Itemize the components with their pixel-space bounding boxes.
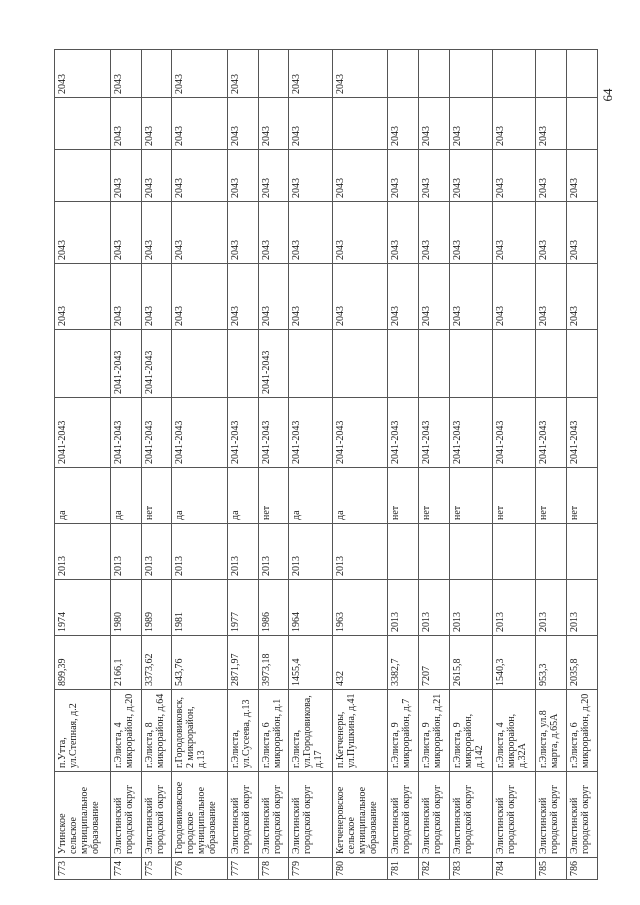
table-cell: 782 — [419, 858, 450, 880]
table-cell: 2013 — [110, 524, 141, 580]
table-cell: г.Элиста, 9 микрорайон, д.142 — [449, 690, 492, 772]
table-cell: 1986 — [258, 580, 289, 636]
table-row — [449, 50, 492, 880]
table-cell: 2013 — [493, 580, 536, 636]
table-cell: 2043 — [332, 264, 388, 330]
table-cell: да — [228, 468, 259, 524]
table-cell: 2043 — [258, 98, 289, 150]
table-cell: 2013 — [419, 580, 450, 636]
table-row — [419, 50, 450, 880]
table-cell: Элистинский городской округ — [567, 772, 598, 858]
table-cell: 2043 — [388, 150, 419, 202]
table-cell: 2041-2043 — [388, 398, 419, 468]
table-cell: 1981 — [172, 580, 228, 636]
table-cell — [493, 50, 536, 98]
table-cell: г.Элиста, 4 микрорайон, д.32А — [493, 690, 536, 772]
table-cell: 2043 — [493, 150, 536, 202]
table-cell: 2043 — [228, 50, 259, 98]
table-cell: Элистинский городской округ — [419, 772, 450, 858]
table-cell: 2043 — [567, 202, 598, 264]
table-cell — [449, 330, 492, 398]
table-cell: 2043 — [449, 98, 492, 150]
table-cell: Элистинский городской округ — [228, 772, 259, 858]
table-cell: г.Элиста, 6 микрорайон, д.1 — [258, 690, 289, 772]
table-cell — [55, 150, 111, 202]
table-cell: 2013 — [228, 524, 259, 580]
table-cell: 2043 — [172, 98, 228, 150]
table-cell: 2041-2043 — [289, 398, 332, 468]
table-cell: 2043 — [55, 264, 111, 330]
table-cell: 2043 — [55, 50, 111, 98]
table-cell: 2043 — [55, 202, 111, 264]
table-cell: 2043 — [332, 202, 388, 264]
table-cell: нет — [141, 468, 172, 524]
table-cell: 2043 — [172, 264, 228, 330]
table-row — [536, 50, 567, 880]
table-cell: 2043 — [289, 50, 332, 98]
table-cell: да — [172, 468, 228, 524]
table-cell — [55, 330, 111, 398]
table-cell: 1977 — [228, 580, 259, 636]
table-cell: Городовиковское городское муниципальное образование — [172, 772, 228, 858]
table-cell: 2043 — [141, 98, 172, 150]
table-cell: г.Элиста, 9 микрорайон, д.7 — [388, 690, 419, 772]
table-cell — [55, 98, 111, 150]
rotated-table-container — [54, 50, 598, 880]
table-cell: 2043 — [289, 150, 332, 202]
table-cell: 2043 — [289, 264, 332, 330]
table-cell: 2043 — [493, 98, 536, 150]
table-row — [110, 50, 141, 880]
table-cell: 1455,4 — [289, 636, 332, 690]
table-cell — [419, 50, 450, 98]
table-cell: 784 — [493, 858, 536, 880]
table-cell: да — [332, 468, 388, 524]
table-row — [567, 50, 598, 880]
table-cell: да — [110, 468, 141, 524]
table-cell: 2043 — [172, 202, 228, 264]
table-cell: п.Кетченеры, ул.Пушкина, д.41 — [332, 690, 388, 772]
table-row — [289, 50, 332, 880]
table-cell: 2013 — [449, 580, 492, 636]
table-cell: 2041-2043 — [536, 398, 567, 468]
table-row — [258, 50, 289, 880]
table-cell — [536, 524, 567, 580]
table-cell: 2041-2043 — [141, 330, 172, 398]
table-cell: 2043 — [536, 264, 567, 330]
table-cell: 2043 — [228, 264, 259, 330]
housing-table — [54, 49, 598, 880]
table-cell: 2013 — [536, 580, 567, 636]
table-cell: 2043 — [449, 150, 492, 202]
table-cell — [567, 98, 598, 150]
table-cell: 2043 — [493, 202, 536, 264]
table-cell: 2013 — [141, 524, 172, 580]
table-cell: 1989 — [141, 580, 172, 636]
table-cell: 2041-2043 — [110, 330, 141, 398]
table-cell: 2043 — [388, 98, 419, 150]
table-cell: 2043 — [536, 202, 567, 264]
table-cell: 777 — [228, 858, 259, 880]
table-cell: 2043 — [419, 98, 450, 150]
table-cell: 1963 — [332, 580, 388, 636]
table-cell: 2041-2043 — [110, 398, 141, 468]
table-cell: 1974 — [55, 580, 111, 636]
table-cell: г.Элиста, 9 микрорайон, д.21 — [419, 690, 450, 772]
table-cell: 432 — [332, 636, 388, 690]
table-cell: 2043 — [289, 98, 332, 150]
table-cell: 2041-2043 — [419, 398, 450, 468]
table-cell: 2043 — [141, 264, 172, 330]
table-cell: Элистинский городской округ — [536, 772, 567, 858]
table-cell: 2035,8 — [567, 636, 598, 690]
table-cell: 2043 — [141, 150, 172, 202]
table-cell: г.Элиста, ул.8 марта, д.65А — [536, 690, 567, 772]
table-cell: 778 — [258, 858, 289, 880]
table-cell: Элистинский городской округ — [388, 772, 419, 858]
table-cell: 953,3 — [536, 636, 567, 690]
table-cell: да — [55, 468, 111, 524]
table-cell: 2043 — [419, 202, 450, 264]
table-cell — [536, 330, 567, 398]
table-cell: Элистинский городской округ — [493, 772, 536, 858]
table-cell: 2043 — [110, 98, 141, 150]
table-cell: г.Элиста, ул.Городовикова, д.17 — [289, 690, 332, 772]
table-row — [332, 50, 388, 880]
table-cell: да — [289, 468, 332, 524]
table-cell: Элистинский городской округ — [289, 772, 332, 858]
table-cell: 2013 — [258, 524, 289, 580]
table-cell: 2041-2043 — [258, 330, 289, 398]
table-cell: 781 — [388, 858, 419, 880]
table-cell — [228, 330, 259, 398]
table-cell: 3973,18 — [258, 636, 289, 690]
table-cell: 779 — [289, 858, 332, 880]
table-cell — [332, 330, 388, 398]
table-cell — [567, 330, 598, 398]
table-cell: 2013 — [567, 580, 598, 636]
table-cell: 1964 — [289, 580, 332, 636]
table-cell: 2013 — [55, 524, 111, 580]
table-cell: 2013 — [172, 524, 228, 580]
table-cell: г.Городовиковск, 2 микрорайон, д.13 — [172, 690, 228, 772]
table-cell: 2043 — [493, 264, 536, 330]
table-cell: г.Элиста, 4 микрорайон, д.20 — [110, 690, 141, 772]
table-cell — [258, 50, 289, 98]
table-cell: п.Утта, ул.Степная, д.2 — [55, 690, 111, 772]
table-cell: 2043 — [449, 202, 492, 264]
table-row — [228, 50, 259, 880]
table-row — [141, 50, 172, 880]
table-cell: 2041-2043 — [567, 398, 598, 468]
table-cell: 1540,3 — [493, 636, 536, 690]
table-cell: 2043 — [172, 150, 228, 202]
table-cell: 2041-2043 — [493, 398, 536, 468]
table-cell: 2041-2043 — [228, 398, 259, 468]
table-cell: 2043 — [110, 202, 141, 264]
table-cell: 2041-2043 — [55, 398, 111, 468]
table-cell: 773 — [55, 858, 111, 880]
table-cell: 2043 — [228, 150, 259, 202]
table-cell: 543,76 — [172, 636, 228, 690]
table-cell: нет — [493, 468, 536, 524]
table-cell: 2043 — [110, 264, 141, 330]
table-cell — [449, 524, 492, 580]
table-cell: 2043 — [332, 50, 388, 98]
table-cell: 3382,7 — [388, 636, 419, 690]
table-row — [388, 50, 419, 880]
table-cell: 2043 — [289, 202, 332, 264]
table-cell: 2043 — [258, 264, 289, 330]
table-cell: 2043 — [172, 50, 228, 98]
table-cell — [289, 330, 332, 398]
table-cell: 2043 — [536, 150, 567, 202]
table-cell: 775 — [141, 858, 172, 880]
table-cell — [388, 330, 419, 398]
table-cell: 2043 — [110, 150, 141, 202]
table-cell: Кетченеровское сельское муниципальное образование — [332, 772, 388, 858]
table-cell: 2041-2043 — [258, 398, 289, 468]
table-row — [55, 50, 111, 880]
table-cell: 2043 — [228, 98, 259, 150]
table-cell: 776 — [172, 858, 228, 880]
table-cell: нет — [419, 468, 450, 524]
table-cell: нет — [567, 468, 598, 524]
table-cell: 3373,62 — [141, 636, 172, 690]
table-cell: 1980 — [110, 580, 141, 636]
table-cell: 2043 — [141, 202, 172, 264]
table-cell: 2041-2043 — [172, 398, 228, 468]
table-cell — [332, 98, 388, 150]
table-cell: 2043 — [332, 150, 388, 202]
table-cell: нет — [449, 468, 492, 524]
table-cell: 2013 — [332, 524, 388, 580]
table-cell: 2043 — [110, 50, 141, 98]
table-cell: Элистинский городской округ — [449, 772, 492, 858]
table-cell — [172, 330, 228, 398]
table-cell — [493, 524, 536, 580]
table-cell: 2043 — [536, 98, 567, 150]
table-cell: Элистинский городской округ — [141, 772, 172, 858]
table-cell: 2043 — [388, 202, 419, 264]
table-cell: 783 — [449, 858, 492, 880]
table-cell: 7207 — [419, 636, 450, 690]
table-cell: 2043 — [258, 150, 289, 202]
table-cell: 2041-2043 — [141, 398, 172, 468]
table-cell: Утинское сельское муниципальное образование — [55, 772, 111, 858]
table-cell: 2043 — [567, 264, 598, 330]
table-cell — [141, 50, 172, 98]
table-cell: 774 — [110, 858, 141, 880]
table-row — [493, 50, 536, 880]
table-cell — [419, 330, 450, 398]
page-number: 64 — [600, 88, 615, 102]
table-cell — [449, 50, 492, 98]
table-cell: 2043 — [228, 202, 259, 264]
table-cell: 786 — [567, 858, 598, 880]
table-cell: Элистинский городской округ — [258, 772, 289, 858]
table-cell: г.Элиста, 8 микрорайон, д.64 — [141, 690, 172, 772]
table-cell: г.Элиста, 6 микрорайон, д.20 — [567, 690, 598, 772]
table-cell: 2043 — [419, 264, 450, 330]
table-cell — [493, 330, 536, 398]
table-cell: 2041-2043 — [449, 398, 492, 468]
table-cell: 2615,8 — [449, 636, 492, 690]
table-cell: 780 — [332, 858, 388, 880]
table-cell: нет — [258, 468, 289, 524]
table-cell: 2041-2043 — [332, 398, 388, 468]
table-cell: 785 — [536, 858, 567, 880]
table-cell: 2043 — [567, 150, 598, 202]
table-cell — [536, 50, 567, 98]
table-cell: Элистинский городской округ — [110, 772, 141, 858]
table-cell: 2013 — [289, 524, 332, 580]
table-row — [172, 50, 228, 880]
table-cell: 2043 — [258, 202, 289, 264]
table-cell — [388, 524, 419, 580]
table-cell: нет — [536, 468, 567, 524]
table-cell: 2043 — [449, 264, 492, 330]
table-cell — [388, 50, 419, 98]
table-cell: 2043 — [419, 150, 450, 202]
table-cell: 899,39 — [55, 636, 111, 690]
table-cell — [567, 524, 598, 580]
table-cell — [419, 524, 450, 580]
table-cell: 2871,97 — [228, 636, 259, 690]
table-cell: нет — [388, 468, 419, 524]
table-cell: 2043 — [388, 264, 419, 330]
table-cell: 2013 — [388, 580, 419, 636]
table-cell: 2166,1 — [110, 636, 141, 690]
table-cell: г.Элиста, ул.Сусеева, д.13 — [228, 690, 259, 772]
